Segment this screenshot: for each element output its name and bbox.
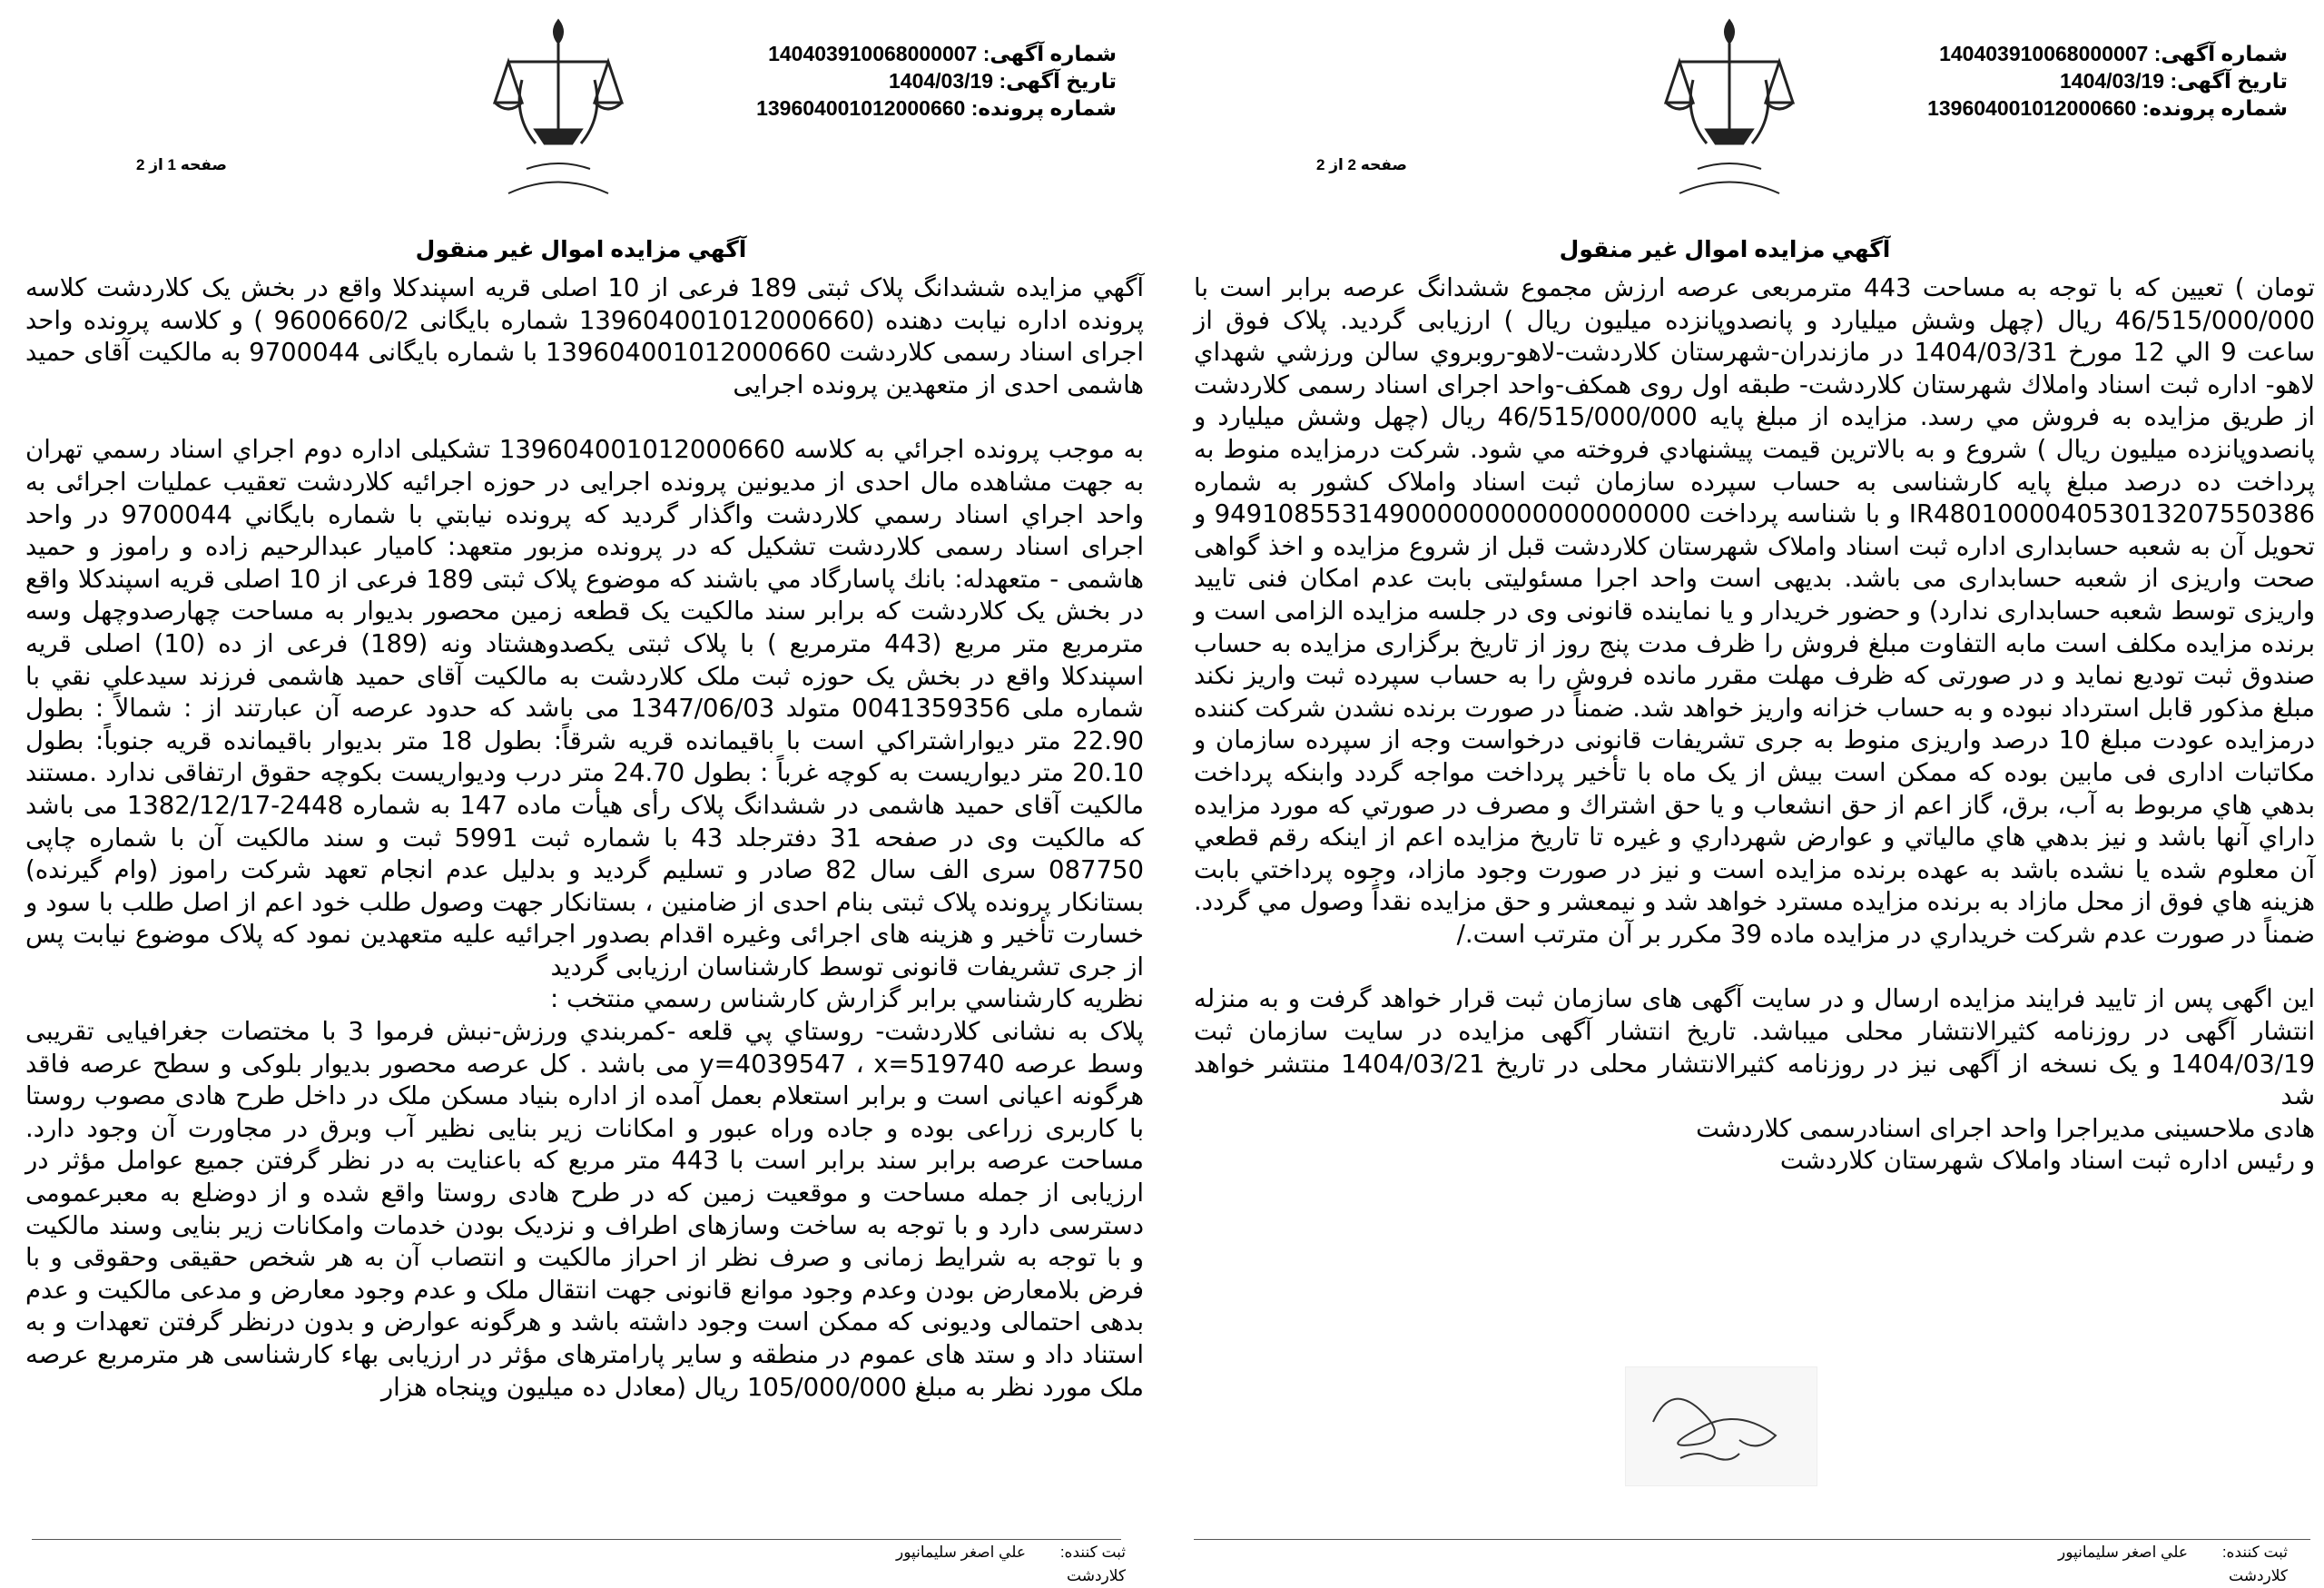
- page-2: [1180, 0, 2324, 1588]
- notice-body: [25, 272, 1144, 1404]
- page-number: صفحه 2 از 2: [1316, 156, 1407, 173]
- publication-paragraph: این اگهی پس از تایید فرایند مزایده ارسال و در سایت آگهی های سازمان ثبت قرار خواهد گرفت و به منزله انتشار آگهی در روزنامه کثیرالانتشار محلی میباشد. تاریخ انتشار آگهی مزایده در سایت سازمان ثبت 1404/03/19 و یک نسخه از آگهی نیز در روزنامه کثیرالانتشار محلی در تاریخ 1404/03/21 منتشر خواهد شد: [1194, 984, 2315, 1111]
- intro-paragraph: آگهي مزايده ششدانگ پلاک ثبتی 189 فرعی از 10 اصلی قریه اسپندکلا واقع در بخش یک کلاردشت کلاسه پرونده اداره نیابت دهنده (139604001012000660 شماره بایگانی 9600660/2 ) و کلاسه پرونده واحد اجرای اسناد رسمی کلاردشت 139604001012000660 با شماره بایگانی 9700044 به مالکیت آقای حمید هاشمی احدی از متعهدین پرونده اجرایی: [25, 273, 1145, 399]
- ad-date-row: [1779, 67, 2288, 94]
- notice-title: آگهي مزايده اموال غير منقول: [1559, 237, 1891, 262]
- ad-number-row: [608, 40, 1117, 67]
- auction-terms-paragraph: تومان ) تعیین که با توجه به مساحت 443 مترمربعی عرصه ارزش مجموع ششدانگ عرصه برابر است با 46/515/000/000 ريال (چهل وشش ميليارد و پانصدوپانزده ميليون ريال ) ارزیابی گردید. پلاک فوق از ساعت 9 الي 12 مورخ 1404/03/31 در مازندران-شهرستان كلاردشت-لاهو-روبروي سالن ورزشي شهداي لاهو- اداره ثبت اسناد واملاك شهرستان كلاردشت- طبقه اول روى همكف-واحد اجراى اسناد رسمى كلاردشت از طريق مزايده به فروش مي رسد. مزايده از مبلغ پايه 46/515/000/000 ريال (چهل وشش ميليارد و پانصدوپانزده ميليون ريال ) شروع و به بالاترين قيمت پيشنهادي فروخته مي شود. شرکت درمزایده منوط به پرداخت ده درصد مبلغ پایه کارشناسی به حساب سپرده سازمان ثبت اسناد واملاک کشور به شماره IR480100004053013207550386 و با شناسه پرداخت 949108553149000000000000000000 و تحویل آن به شعبه حسابداری اداره ثبت اسناد واملاک شهرستان کلاردشت قبل از شروع مزایده و اخذ گواهی صحت واریزی از شعبه حسابداری می باشد. بدیهی است واحد اجرا مسئولیتی بابت عدم امکان فنی تایید واریزی توسط شعبه حسابداری ندارد) و حضور خریدار و یا نماینده قانونی وی در جلسه مزایده الزامی است و برنده مزایده مكلف است مابه التفاوت مبلغ فروش را ظرف مدت پنج روز از تاريخ برگزاری مزايده به حساب صندوق ثبت توديع نمايد و در صورتی که ظرف مهلت مقرر مانده فروش را به حساب سپرده ثبت واریز نکند مبلغ مذکور قابل استرداد نبوده و به حساب خزانه واریز خواهد شد. ضمناً در صورت برنده نشدن شرکت کننده درمزایده عودت مبلغ 10 درصد واریزی منوط به جری تشریفات قانونی درخواست وجه از سپرده سازمان و مکاتبات اداری فی مابین بوده که ممکن است بیش از یک ماه با تأخیر پرداخت مواجه گردد وابنكه پرداخت بدهي هاي مربوط به آب، برق، گاز اعم از حق انشعاب و يا حق اشتراك و مصرف در صورتي كه مورد مزايده داراي آنها باشد و نيز بدهي هاي مالياتي و عوارض شهرداري و غيره تا تاريخ مزايده اعم از اينكه رقم قطعي آن معلوم شده يا نشده باشد به عهده برنده مزايده است و نيز در صورت وجود مازاد، وجوه پرداختي بابت هزينه هاي فوق از محل مازاد به برنده مزايده مسترد خواهد شد و نیمعشر و حق مزایده نقداً وصول مي گردد. ضمناً در صورت عدم شركت خريداري در مزايده ماده 39 مكرر بر آن مترتب است./: [1194, 273, 2316, 949]
- file-number: 139604001012000660: [1927, 96, 2137, 120]
- registrar-label: ثبت کننده:: [2221, 1544, 2288, 1561]
- ad-date-label: تاریخ آگهی:: [999, 69, 1117, 93]
- ad-date: 1404/03/19: [888, 69, 994, 93]
- footer-city: كلاردشت: [2229, 1567, 2288, 1584]
- file-number-row: [608, 94, 1117, 122]
- file-number-label: شماره پرونده:: [970, 96, 1117, 120]
- signature-image: [1625, 1366, 1817, 1486]
- registrar-name: علي اصغر سليمانپور: [2058, 1544, 2188, 1561]
- footer-rule: [1194, 1539, 2310, 1540]
- page-number: صفحه 1 از 2: [136, 156, 227, 173]
- notice-title: آگهي مزايده اموال غير منقول: [415, 237, 747, 262]
- expert-opinion-paragraph: پلاک به نشانی کلاردشت- روستاي پي قلعه -كمربندي ورزش-نبش فرموا 3 با مختصات جغرافیایی تقریبی وسط عرصه y=4039547 ، x=519740 می باشد . کل عرصه محصور بدیوار بلوکی و سطح عرصه فاقد هرگونه اعیانی است و برابر استعلام بعمل آمده از اداره بنیاد مسکن ملک در داخل طرح هادی مصوب روستا با کاربری زراعی بوده و جاده وراه عبور و امکانات زیر بنایی نظیر آب وبرق در مجاورت آن وجود دارد. مساحت عرصه برابر سند برابر است با 443 متر مربع که باعنایت به در نظر گرفتن جمیع عوامل مؤثر در ارزیابی از جمله مساحت و موقعیت زمین که در طرح هادی روستا واقع شده و از دوضلع به معبرعمومی دسترسی دارد و با توجه به ساخت وسازهای اطراف و نزدیک بودن خدمات وامکانات زیر بنایی وسند مالکیت و با توجه به شرایط زمانی و صرف نظر از احراز مالکیت و انتصاب آن به هر شخص حقیقی وحقوقی و با فرض بلامعارض بودن وعدم وجود موانع قانونی جهت انتقال ملک و عدم وجود معارض و مدعی مالکیت و عدم بدهی احتمالی ودیونی که ممکن است وجود داشته باشد و هرگونه عوارض و بدون درنظر گرفتن تعهدات و به استناد داد و ستد های عموم در منطقه و سایر پارامترهای مؤثر در ارزیابی بهاء کارشناسی هر مترمربع عرصه ملک مورد نظر به مبلغ 105/000/000 ريال (معادل ده میلیون وپنجاه هزار: [25, 1017, 1145, 1402]
- expert-opinion-heading: نظريه كارشناسي برابر گزارش كارشناس رسمي منتخب :: [550, 984, 1144, 1014]
- notice-body: [1194, 272, 2315, 1178]
- judiciary-emblem-icon: [1661, 7, 1797, 207]
- ad-date-label: تاریخ آگهی:: [2170, 69, 2288, 93]
- signatory-line-1: هادی ملاحسینی مدیراجرا واحد اجرای اسنادرسمی کلاردشت: [1696, 1113, 2315, 1143]
- registrar-label: ثبت کننده:: [1059, 1544, 1126, 1561]
- judiciary-emblem-icon: [490, 7, 626, 207]
- ad-number: 140403910068000007: [768, 42, 978, 65]
- ad-date-row: [608, 67, 1117, 94]
- ad-meta: [608, 40, 1117, 122]
- ad-number: 140403910068000007: [1939, 42, 2149, 65]
- ad-number-label: شماره آگهی:: [2153, 42, 2288, 65]
- ad-date: 1404/03/19: [2059, 69, 2165, 93]
- file-number: 139604001012000660: [756, 96, 966, 120]
- registrar-name: علي اصغر سليمانپور: [896, 1544, 1026, 1561]
- ad-number-row: [1779, 40, 2288, 67]
- file-number-row: [1779, 94, 2288, 122]
- signatory-line-2: و رئیس اداره ثبت اسناد واملاک شهرستان کلاردشت: [1779, 1146, 2315, 1176]
- ad-number-label: شماره آگهی:: [982, 42, 1117, 65]
- footer-rule: [32, 1539, 1121, 1540]
- footer-city: كلاردشت: [1067, 1567, 1126, 1584]
- case-details-paragraph: به موجب پرونده اجرائي به كلاسه 139604001012000660 تشکیلی اداره دوم اجراي اسناد رسمي تهران به جهت مشاهده مال احدی از مدیونین پرونده اجرایی در حوزه اجرائیه کلاردشت تعقیب عملیات اجرائی به واحد اجراي اسناد رسمي كلاردشت واگذار گرديد كه پرونده نيابتي با شماره بايگاني 9700044 در واحد اجرای اسناد رسمی کلاردشت تشکیل که در پرونده مزبور متعهد: کامیار عبدالرحیم زاده و راموز و حمید هاشمی - متعهدله: بانك پاسارگاد مي باشند كه موضوع پلاک ثبتی 189 فرعی از 10 اصلی قریه اسپندکلا واقع در بخش یک کلاردشت که برابر سند مالکیت یک قطعه زمین محصور بدیوار به مساحت چهارصدوچهل وسه مترمربع متر مربع (443 مترمربع ) با پلاک ثبتی یکصدوهشتاد ونه (189) فرعی از ده (10) اصلی قریه اسپندکلا واقع در بخش یک حوزه ثبت ملک کلاردشت به مالکیت آقای حمید هاشمی فرزند سیدعلي نقي با شماره ملی 0041359356 متولد 1347/06/03 می باشد که حدود عرصه آن عبارتند از : شمالاً : بطول 22.90 متر ديواراشتراكي است با باقیمانده قریه شرقاً: بطول 18 متر بديوار باقیمانده قریه جنوباً: بطول 20.10 متر ديواريست به كوچه غرباً : بطول 24.70 متر درب وديواريست بكوچه حقوق ارتفاقی ندارد .مستند مالکیت آقای حمید هاشمی در ششدانگ پلاک رأی هیأت ماده 147 به شماره 2448-1382/12/17 می باشد که مالکیت وی در صفحه 31 دفترجلد 43 با شماره ثبت 5991 ثبت و سند مالکیت آن با شماره چاپی 087750 سری الف سال 82 صادر و تسلیم گردید و بدلیل عدم انجام تعهد شرکت راموز (وام گیرنده) بستانکار پرونده پلاک ثبتی بنام احدی از ضامنین ، بستانکار جهت وصول طلب خود اعم از اصل طلب با سود و خسارت تأخیر و هزینه های اجرائی وغیره اقدام بصدور اجرائیه علیه متعهدین نمود که پلاک موضوع نیابت پس از جری تشریفات قانونی توسط کارشناسان ارزیابی گردید: [25, 435, 1145, 981]
- ad-meta: [1779, 40, 2288, 122]
- file-number-label: شماره پرونده:: [2142, 96, 2288, 120]
